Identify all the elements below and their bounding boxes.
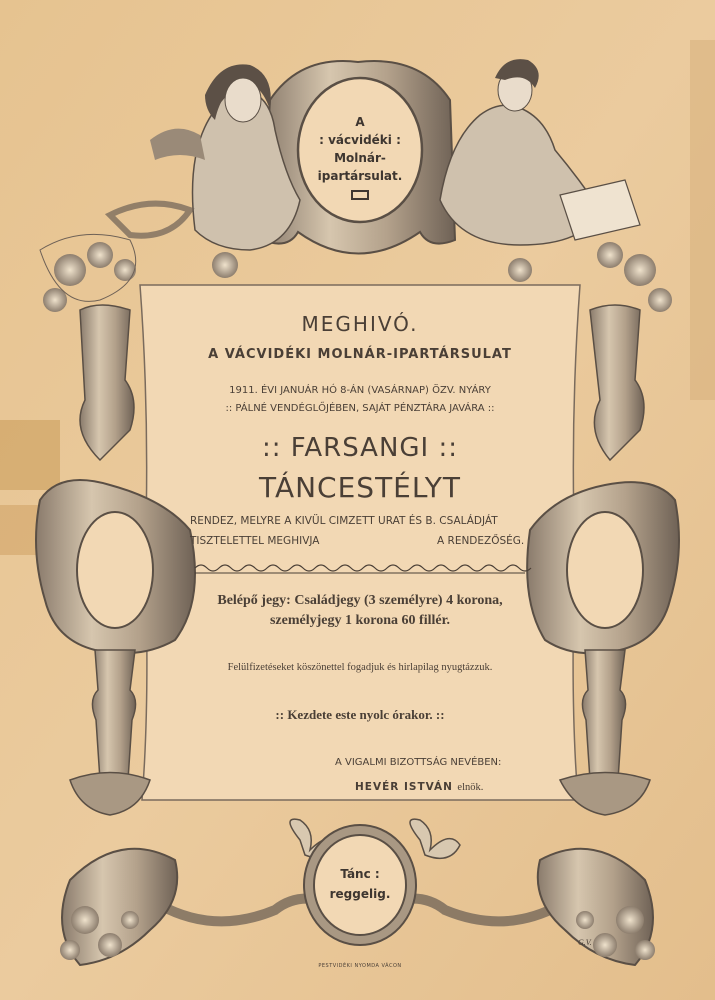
signer-name: HEVÉR ISTVÁN — [355, 781, 453, 793]
signer-title: elnök. — [457, 782, 484, 793]
date-line-2: :: PÁLNÉ VENDÉGLŐJÉBEN, SAJÁT PÉNZTÁRA JAVÁRA :: — [225, 403, 495, 414]
date-line-1: 1911. ÉVI JANUÁR HÓ 8-ÁN (VASÁRNAP) ÖZV. NYÁRY — [229, 385, 491, 396]
bottom-medallion-line-2: reggelig. — [329, 887, 391, 901]
society-name: A VÁCVIDÉKI MOLNÁR-IPARTÁRSULAT — [208, 347, 512, 362]
signature-line — [355, 777, 483, 795]
medallion-line-4: ipartársulat. — [317, 169, 403, 183]
bottom-medallion-line-1: Tánc : — [340, 867, 380, 881]
ticket-line-2: személyjegy 1 korona 60 fillér. — [269, 613, 451, 628]
medallion-line-1: A — [355, 115, 365, 129]
stain-left — [0, 420, 60, 490]
printer-credit: PESTVIDÉKI NYOMDA VÁCON — [318, 963, 402, 969]
host-line-2a: TISZTELETTEL MEGHIVJA — [190, 535, 320, 547]
event-line-1: :: FARSANGI :: — [261, 433, 459, 463]
stain-right — [690, 40, 715, 400]
bottom-medallion-text — [318, 864, 402, 904]
ticket-line-1: Belépő jegy: Családjegy (3 személyre) 4 korona, — [217, 593, 503, 608]
artist-monogram: G.V. — [578, 938, 592, 947]
invitation-heading: MEGHIVÓ. — [301, 312, 419, 336]
medallion-text — [300, 113, 420, 185]
medallion-line-3: Molnár- — [334, 151, 386, 165]
host-line-1: RENDEZ, MELYRE A KIVÜL CIMZETT URAT ÉS B. CSALÁDJÁT — [190, 515, 498, 527]
stain-left-2 — [0, 505, 40, 555]
start-time: :: Kezdete este nyolc órakor. :: — [275, 707, 445, 722]
host-line-2b: A RENDEZŐSÉG. — [437, 535, 525, 547]
committee-line: A VIGALMI BIZOTTSÁG NEVÉBEN: — [335, 757, 502, 768]
medallion-line-2: : vácvidéki : — [319, 133, 401, 147]
event-line-2: TÁNCESTÉLYT — [259, 471, 461, 504]
overpayment-note: Felülfizetéseket köszönettel fogadjuk és hirlapilag nyugtázzuk. — [227, 662, 493, 673]
